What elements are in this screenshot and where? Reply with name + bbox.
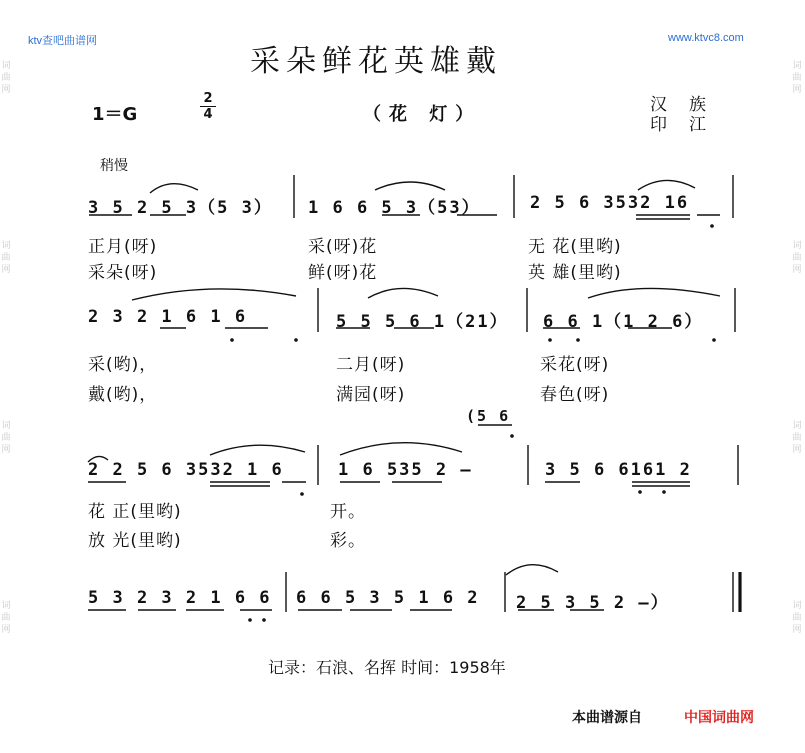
edge-watermark-left: 词 曲 网 bbox=[1, 601, 11, 635]
notation-measure: 1 6 535 2 – bbox=[338, 460, 473, 480]
notation-measure: 2 3 2 1 6 1 6 bbox=[88, 307, 248, 327]
lyric-verse-1: 二月(呀) bbox=[336, 355, 406, 375]
lyric-verse-1: 采(哟)， bbox=[88, 355, 158, 375]
notation-measure: 6 6 5 3 5 1 6 2 bbox=[296, 588, 480, 608]
notation-measure: 5 3 2 3 2 1 6 6 bbox=[88, 588, 272, 608]
lyric-verse-1: 开。 bbox=[330, 502, 366, 522]
lyric-verse-2: 英 雄(里哟) bbox=[528, 263, 622, 283]
edge-watermark-right: 词 曲 网 bbox=[792, 241, 802, 275]
lyric-verse-2: 鲜(呀)花 bbox=[308, 263, 378, 283]
notation-measure: 2 2 5 6 3532 1 6 bbox=[88, 460, 284, 480]
recording-credit: 记录：石浪、名挥 时间：1958年 bbox=[268, 658, 506, 677]
source-site-link[interactable]: 中国词曲网 bbox=[684, 710, 754, 726]
song-title: 采朵鲜花英雄戴 bbox=[250, 44, 502, 79]
lyric-verse-2: 满园(呀) bbox=[336, 385, 406, 405]
notation-measure: 3 5 6 6161 2 bbox=[545, 460, 692, 480]
subtitle: （花 灯） bbox=[363, 104, 482, 125]
edge-watermark-left: 词 曲 网 bbox=[1, 421, 11, 455]
lyric-verse-2: 春色(呀) bbox=[540, 385, 610, 405]
edge-watermark-left: 词 曲 网 bbox=[1, 241, 11, 275]
key-signature: 1＝G bbox=[92, 104, 138, 125]
origin-place: 印江 bbox=[650, 115, 728, 135]
lyric-verse-1: 正月(呀) bbox=[88, 237, 158, 257]
lyric-verse-2: 戴(哟)， bbox=[88, 385, 158, 405]
edge-watermark-right: 词 曲 网 bbox=[792, 61, 802, 95]
source-label: 本曲谱源自 bbox=[572, 710, 642, 726]
tempo-marking: 稍慢 bbox=[100, 158, 128, 174]
notation-measure: 1 6 6 5 3（53） bbox=[308, 198, 481, 218]
edge-watermark-right: 词 曲 网 bbox=[792, 421, 802, 455]
notation-measure: 6 6 1（1 2 6） bbox=[543, 312, 704, 332]
grace-notes: (5 6 bbox=[466, 407, 511, 425]
edge-watermark-left: 词 曲 网 bbox=[1, 61, 11, 95]
lyric-verse-1: 花 正(里哟) bbox=[88, 502, 182, 522]
lyric-verse-2: 彩。 bbox=[330, 531, 366, 551]
lyric-verse-1: 无 花(里哟) bbox=[528, 237, 622, 257]
watermark-right: www.ktvc8.com bbox=[668, 32, 744, 44]
watermark-left: ktv查吧曲谱网 bbox=[28, 35, 98, 47]
lyric-verse-1: 采花(呀) bbox=[540, 355, 610, 375]
origin-ethnicity: 汉族 bbox=[650, 95, 728, 115]
time-signature: 2 4 bbox=[200, 92, 216, 121]
notation-measure: 3 5 2 5 3（5 3） bbox=[88, 198, 273, 218]
edge-watermark-right: 词 曲 网 bbox=[792, 601, 802, 635]
lyric-verse-1: 采(呀)花 bbox=[308, 237, 378, 257]
lyric-verse-2: 采朵(呀) bbox=[88, 263, 158, 283]
notation-measure: 5 5 5 6 1（21） bbox=[336, 312, 509, 332]
lyric-verse-2: 放 光(里哟) bbox=[88, 531, 182, 551]
notation-measure: 2 5 6 3532 16 bbox=[530, 193, 690, 213]
notation-measure: 2 5 3 5 2 –） bbox=[516, 593, 670, 613]
